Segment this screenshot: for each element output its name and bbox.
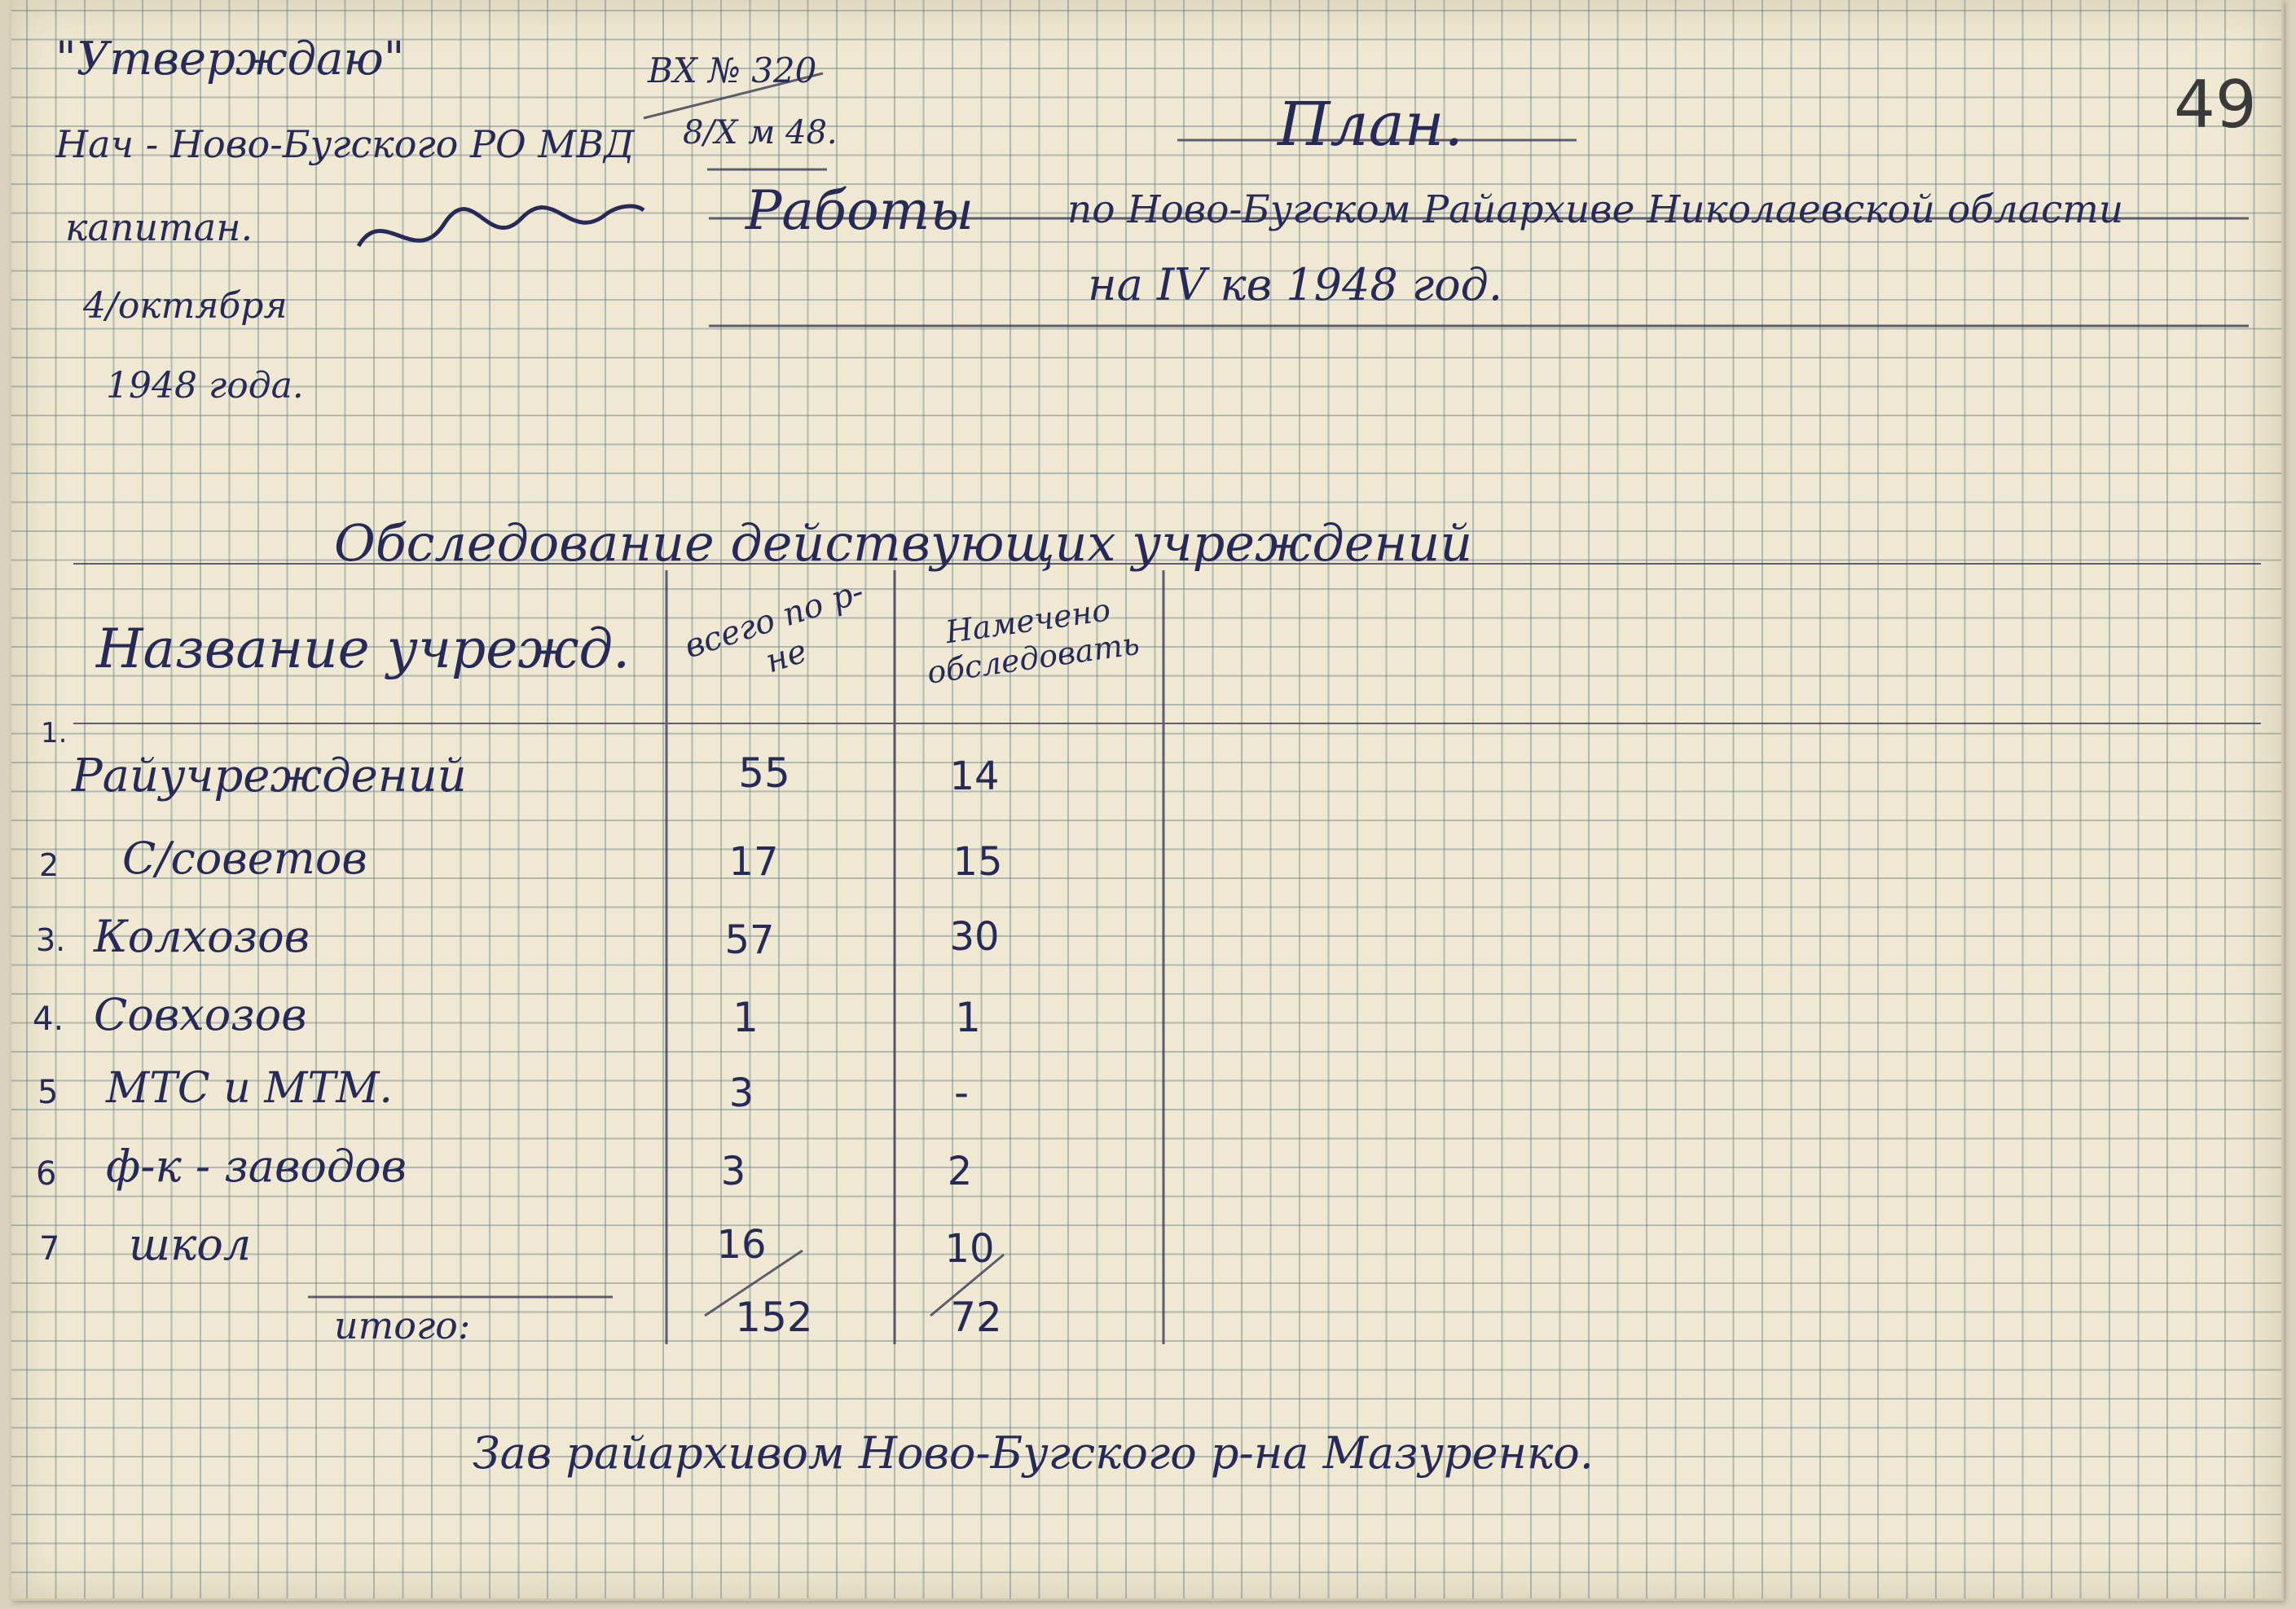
row-name: Райучреждений: [72, 750, 467, 802]
row-number: 6: [36, 1155, 57, 1193]
registration-date: 8/X м 48.: [683, 114, 838, 152]
row-planned: 15: [952, 839, 1003, 885]
plan-title: План.: [1278, 90, 1464, 160]
header-planned: Намечено обследовать: [925, 591, 1142, 691]
row-total: 3: [728, 1070, 754, 1116]
chief-signature: [358, 206, 644, 246]
row-name: МТС и МТМ.: [106, 1064, 393, 1113]
total-label: итого:: [334, 1303, 471, 1347]
chief-line: Нач - Ново-Бугского РО МВД: [55, 122, 635, 166]
header-name: Название учрежд.: [96, 618, 631, 680]
row-total: 16: [716, 1222, 767, 1268]
plan-subtitle: по Ново-Бугском Райархиве Николаевской области: [1067, 187, 2124, 232]
row-number: 1.: [41, 717, 68, 750]
row-name: ф-к - заводов: [106, 1141, 407, 1192]
approve-word: "Утверждаю": [55, 33, 405, 86]
row-planned: 2: [947, 1149, 973, 1194]
row-planned: -: [953, 1069, 970, 1116]
row-name: Колхозов: [94, 911, 310, 962]
row-number: 7: [39, 1230, 60, 1268]
row-name: Совхозов: [94, 989, 307, 1040]
plan-subtitle-lead: Работы: [746, 179, 974, 242]
row-name: школ: [129, 1219, 252, 1270]
row-planned: 14: [949, 754, 1000, 799]
total-planned: 72: [950, 1294, 1002, 1341]
approval-date-day: 4/октября: [83, 285, 288, 327]
row-number: 3.: [36, 922, 66, 958]
registration-number: ВХ № 320: [648, 51, 817, 90]
row-planned: 10: [944, 1226, 995, 1272]
header-total: всего по р-не: [680, 573, 869, 681]
table-heading: Обследование действующих учреждений: [334, 513, 1473, 573]
row-total: 1: [732, 994, 759, 1041]
rank: капитан.: [65, 205, 253, 249]
total-all: 152: [735, 1294, 813, 1341]
row-name: С/советов: [122, 833, 367, 884]
head-of-archive-signature: Зав райархивом Ново-Бугского р-на Мазуренко.: [473, 1427, 1594, 1479]
row-total: 55: [738, 750, 790, 797]
row-planned: 1: [955, 994, 981, 1041]
row-total: 17: [728, 839, 779, 885]
row-number: 5: [37, 1074, 59, 1111]
row-planned: 30: [949, 914, 1000, 960]
row-number: 2: [39, 847, 59, 883]
page-number: 49: [2174, 67, 2257, 143]
approval-date-year: 1948 года.: [106, 365, 304, 407]
row-total: 3: [720, 1149, 746, 1194]
row-number: 4.: [33, 1000, 64, 1038]
plan-period: на IV кв 1948 год.: [1088, 259, 1503, 310]
row-total: 57: [724, 917, 775, 963]
